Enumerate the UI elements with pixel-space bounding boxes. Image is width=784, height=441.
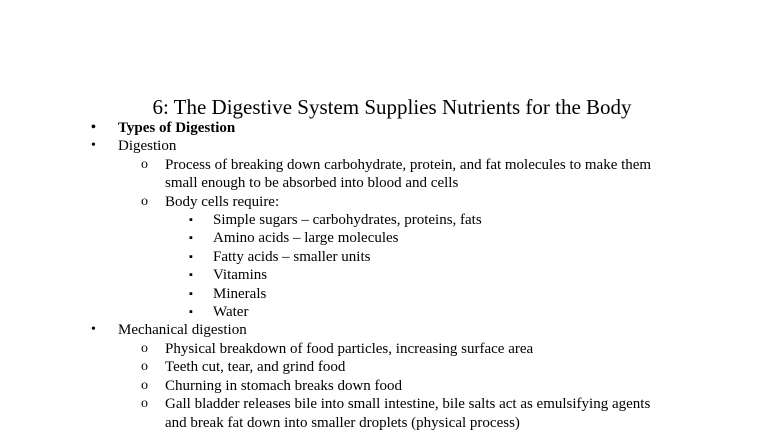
list-item: [0, 137, 784, 155]
list-item: [0, 340, 784, 358]
list-item: [0, 229, 784, 247]
square-marker: ▪: [189, 269, 193, 282]
list-item-text: Fatty acids – smaller units: [213, 248, 371, 265]
list-item: [0, 156, 784, 174]
square-marker: ▪: [189, 250, 193, 263]
bullet-marker: •: [91, 120, 96, 135]
list-item: [0, 377, 784, 395]
square-marker: ▪: [189, 287, 193, 300]
list-item-text: Mechanical digestion: [118, 322, 247, 339]
list-item: [0, 303, 784, 321]
circle-marker: o: [141, 340, 148, 356]
list-item-text: and break fat down into smaller droplets (physical process): [165, 414, 520, 431]
list-item-continuation: [0, 174, 784, 192]
list-item-text: Teeth cut, tear, and grind food: [165, 359, 346, 376]
list-item: [0, 395, 784, 413]
list-item-text: Physical breakdown of food particles, increasing surface area: [165, 340, 534, 357]
circle-marker: o: [141, 396, 148, 412]
list-item-text: Digestion: [118, 138, 177, 155]
list-item-continuation: [0, 414, 784, 432]
list-item-text: Types of Digestion: [118, 120, 236, 136]
list-item-text: Churning in stomach breaks down food: [165, 377, 403, 394]
circle-marker: o: [141, 193, 148, 209]
list-item-text: Gall bladder releases bile into small intestine, bile salts act as emulsifying agents: [165, 396, 651, 413]
list-item: [0, 321, 784, 339]
list-item: [0, 358, 784, 376]
circle-marker: o: [141, 359, 148, 375]
list-item: [0, 211, 784, 229]
list-item-text: Process of breaking down carbohydrate, protein, and fat molecules to make them: [165, 156, 652, 173]
list-item-text: Minerals: [213, 285, 267, 302]
list-item: [0, 119, 784, 137]
list-item: [0, 266, 784, 284]
list-item-text: Body cells require:: [165, 193, 280, 210]
bullet-marker: •: [91, 138, 96, 154]
list-item-text: Simple sugars – carbohydrates, proteins, fats: [213, 212, 482, 229]
square-marker: ▪: [189, 306, 193, 319]
list-item-text: Water: [213, 304, 249, 321]
circle-marker: o: [141, 156, 148, 172]
list-item-text: small enough to be absorbed into blood and cells: [165, 175, 459, 192]
outline-list: [0, 119, 784, 432]
bullet-marker: •: [91, 322, 96, 338]
square-marker: ▪: [189, 232, 193, 245]
list-item: [0, 193, 784, 211]
list-item: [0, 285, 784, 303]
circle-marker: o: [141, 377, 148, 393]
square-marker: ▪: [189, 214, 193, 227]
list-item: [0, 248, 784, 266]
list-item-text: Amino acids – large molecules: [213, 230, 399, 247]
list-item-text: Vitamins: [213, 267, 268, 284]
page-title: 6: The Digestive System Supplies Nutrients for the Body: [152, 95, 632, 119]
